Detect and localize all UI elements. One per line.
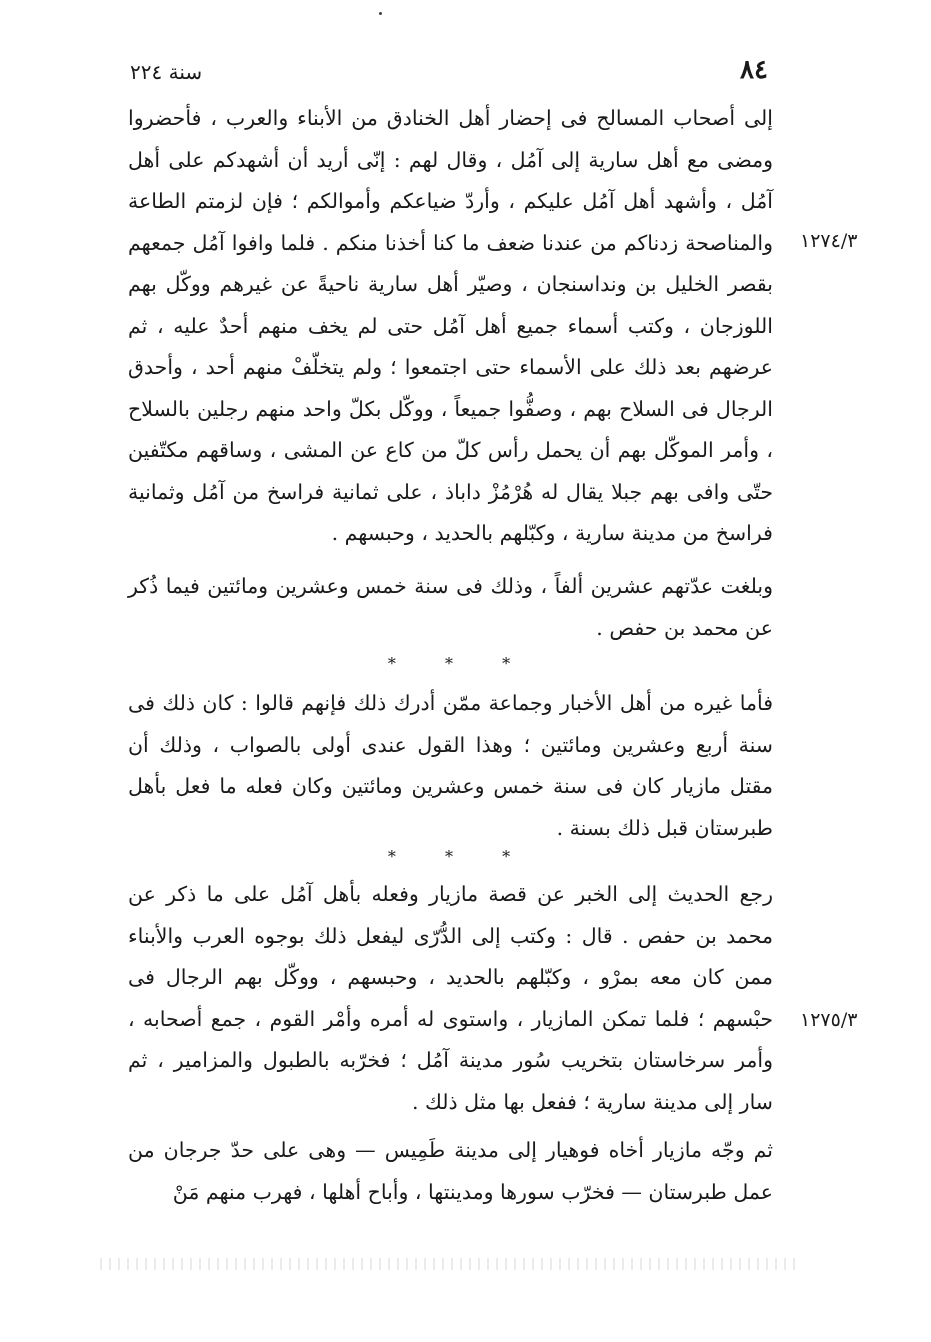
section-separator: * * *	[387, 654, 533, 673]
page-number: ٨٤	[740, 55, 768, 85]
paragraph-text: إلى أصحاب المسالح فى إحضار أهل الخنادق من الأبناء والعرب ، فأحضروا ومضى مع أهل سارية إلى آمُل ، وقال لهم : إنّى أريد أن أشهدكم على أهل آمُل ، وأشهد أهل آمُل عليكم ، وأردّ ضياعكم وأموالكم ؛ فإن لزمتم الطاعة والمناصحة زدناكم من عندنا ضعف ما كنا أخذنا منكم . فلما وافوا آمُل جمعهم بقصر الخليل بن ونداسنجان ، وصيّر أهل سارية ناحيةً عن غيرهم ووكّل بهم اللوزجان ، وكتب أسماء جميع أهل آمُل حتى لم يخف منهم أحدٌ عليه ، ثم عرضهم بعد ذلك على الأسماء حتى اجتمعوا ؛ ولم يتخلّفْ منهم أحد ، وأحدق الرجال فى السلاح بهم ، وصفُّوا جميعاً ، ووكّل بكلّ واحد منهم رجلين بالسلاح ، وأمر الموكّل بهم أن يحمل رأس كلّ من كاع عن المشى ، وساقهم مكتّفين حتّى وافى بهم جبلا يقال له هُرْمُزْ داباذ ، على ثمانية فراسخ من آمُل وثمانية فراسخ من مدينة سارية ، وكبّلهم بالحديد ، وحبسهم .	[128, 106, 773, 545]
body-paragraph	[128, 566, 773, 649]
paragraph-text: رجع الحديث إلى الخبر عن قصة مازيار وفعله بأهل آمُل على ما ذكر عن محمد بن حفص . قال : وكتب إلى الدُّرّى ليفعل ذلك بوجوه العرب والأبناء ممن كان معه بمرْو ، وكبّلهم بالحديد ، وحبسهم ، ووكّل بهم الرجال فى حبْسهم ؛ فلما تمكن المازيار ، واستوى له أمره وأمْر القوم ، جمع أصحابه ، وأمر سرخاستان بتخريب سُور مدينة آمُل ؛ فخرّبه بالطبول والمزامير ، ثم سار إلى مدينة سارية ؛ ففعل بها مثل ذلك .	[128, 882, 773, 1114]
paragraph-text: وبلغت عدّتهم عشرين ألفاً ، وذلك فى سنة خمس وعشرين ومائتين فيما ذُكر عن محمد بن حفص .	[128, 574, 773, 640]
scan-speck	[379, 12, 382, 15]
paragraph-text: فأما غيره من أهل الأخبار وجماعة ممّن أدرك ذلك فإنهم قالوا : كان ذلك فى سنة أربع وعشرين ومائتين ؛ وهذا القول عندى أولى بالصواب ، وذلك أن مقتل مازيار كان فى سنة خمس وعشرين ومائتين وكان فعله ما فعل بأهل طبرستان قبل ذلك بسنة .	[128, 691, 773, 840]
margin-reference: ١٢٧٥/٣	[800, 1009, 858, 1031]
body-paragraph	[128, 683, 773, 849]
paragraph-text: ثم وجّه مازيار أخاه فوهيار إلى مدينة طَمِيس — وهى على حدّ جرجان من عمل طبرستان — فخرّب سورها ومدينتها ، وأباح أهلها ، فهرب منهم مَنْ	[128, 1138, 773, 1204]
body-paragraph	[128, 874, 773, 1123]
running-header-year: سنة ٢٢٤	[130, 60, 203, 84]
margin-reference: ١٢٧٤/٣	[800, 230, 858, 252]
scan-bleed-through	[100, 1258, 800, 1270]
body-paragraph	[128, 98, 773, 555]
body-paragraph	[128, 1130, 773, 1213]
section-separator: * * *	[387, 847, 533, 866]
